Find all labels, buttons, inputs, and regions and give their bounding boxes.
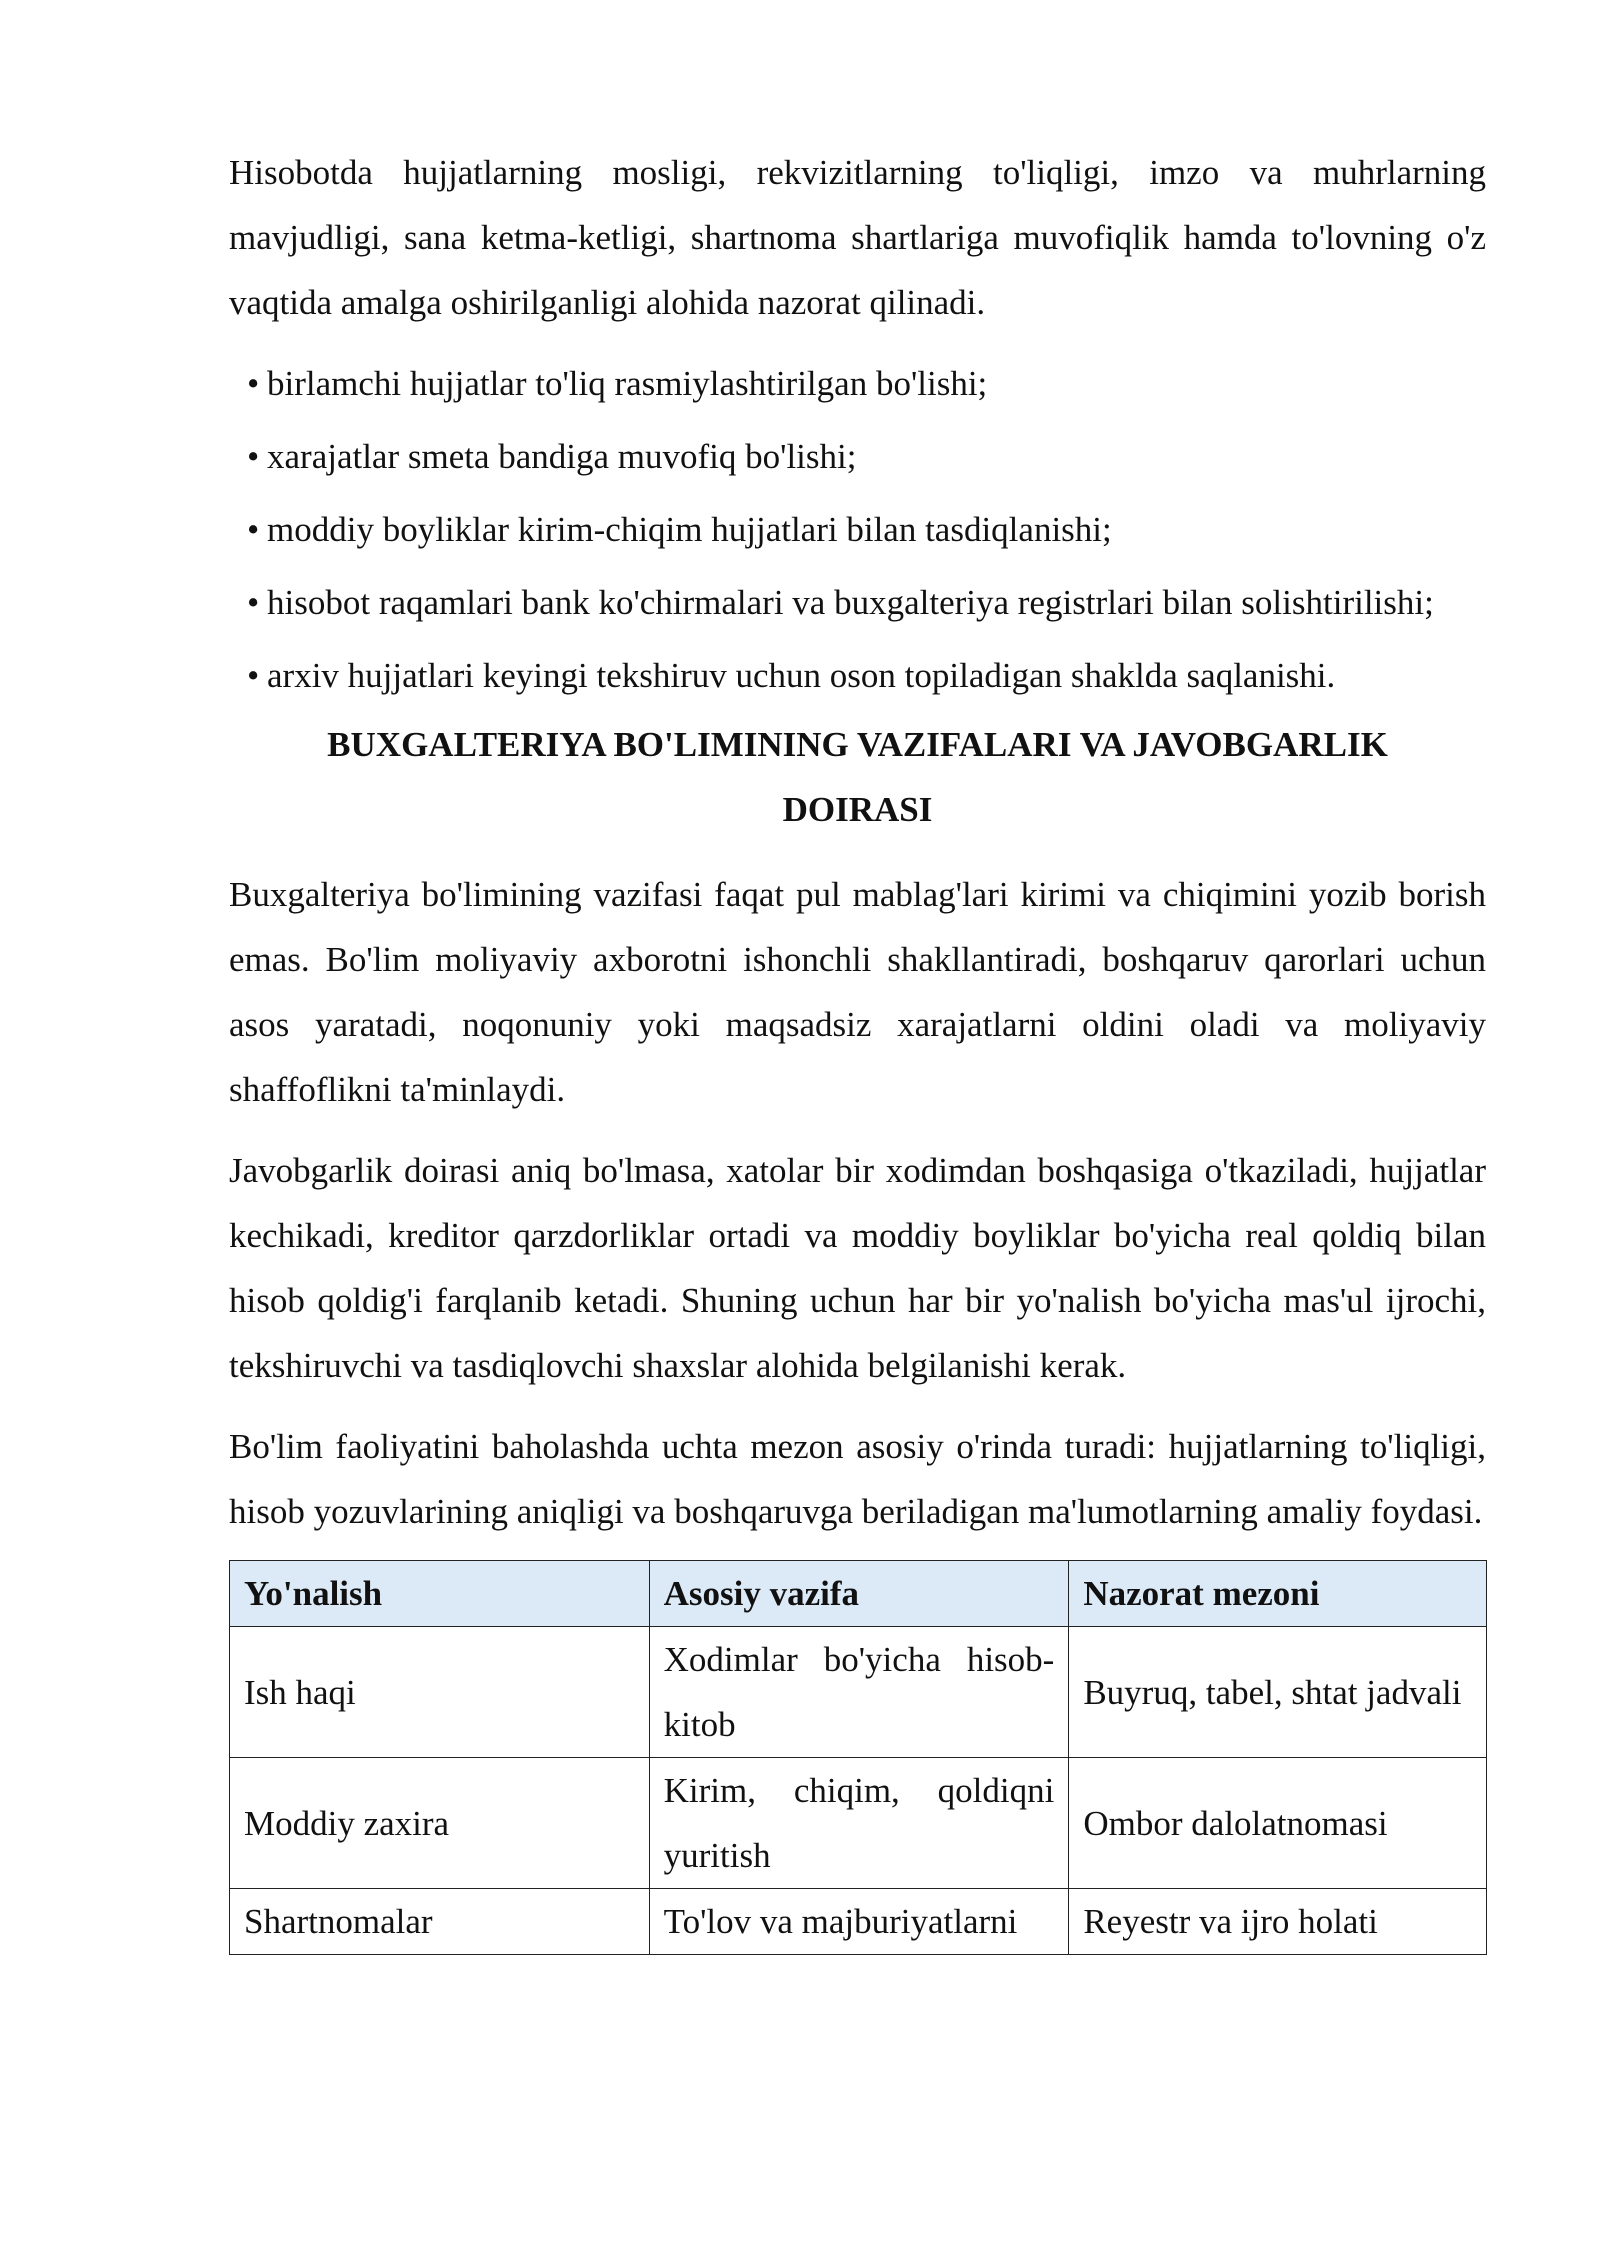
responsibilities-table: [229, 1560, 1487, 1955]
bullet-list: [229, 351, 1486, 708]
bullet-icon: •: [247, 583, 260, 622]
column-header-main-task: Asosiy vazifa: [649, 1561, 1069, 1627]
list-item-text: birlamchi hujjatlar to'liq rasmiylashtirilgan bo'lishi;: [267, 364, 988, 403]
table-cell: Xodimlar bo'yicha hisob-kitob: [649, 1627, 1069, 1758]
body-paragraph: Buxgalteriya bo'limining vazifasi faqat pul mablag'lari kirimi va chiqimini yozib borish emas. Bo'lim moliyaviy axborotni ishonchli shakllantiradi, boshqaruv qarorlari uchun asos yaratadi, noqonuniy yoki maqsadsiz xarajatlarni oldini oladi va moliyaviy shaffoflikni ta'minlaydi.: [229, 875, 1486, 1109]
column-header-control-criterion: Nazorat mezoni: [1069, 1561, 1487, 1627]
table-row: [230, 1889, 1487, 1955]
table-header-row: [230, 1561, 1487, 1627]
column-header-direction: Yo'nalish: [230, 1561, 650, 1627]
table-cell: Ish haqi: [230, 1627, 650, 1758]
bullet-icon: •: [247, 364, 260, 403]
table-row: [230, 1758, 1487, 1889]
table-row: [230, 1627, 1487, 1758]
list-item: [229, 497, 1486, 562]
section-heading: BUXGALTERIYA BO'LIMINING VAZIFALARI VA JAVOBGARLIK DOIRASI: [327, 725, 1388, 829]
bullet-icon: •: [247, 437, 260, 476]
table-cell: Buyruq, tabel, shtat jadvali: [1069, 1627, 1487, 1758]
list-item-text: xarajatlar smeta bandiga muvofiq bo'lishi;: [267, 437, 857, 476]
body-paragraph: Javobgarlik doirasi aniq bo'lmasa, xatolar bir xodimdan boshqasiga o'tkaziladi, hujjatlar kechikadi, kreditor qarzdorliklar ortadi va moddiy boyliklar bo'yicha real qoldiq bilan hisob qoldig'i farqlanib ketadi. Shuning uchun har bir yo'nalish bo'yicha mas'ul ijrochi, tekshiruvchi va tasdiqlovchi shaxslar alohida belgilanishi kerak.: [229, 1151, 1486, 1385]
table-cell: Kirim, chiqim, qoldiqni yuritish: [649, 1758, 1069, 1889]
document-page: [229, 140, 1486, 1955]
table-cell: Shartnomalar: [230, 1889, 650, 1955]
bullet-icon: •: [247, 656, 260, 695]
bullet-icon: •: [247, 510, 260, 549]
list-item-text: arxiv hujjatlari keyingi tekshiruv uchun oson topiladigan shaklda saqlanishi.: [267, 656, 1336, 695]
table-cell: Reyestr va ijro holati: [1069, 1889, 1487, 1955]
table-cell: Ombor dalolatnomasi: [1069, 1758, 1487, 1889]
list-item: [229, 570, 1486, 635]
list-item-text: moddiy boyliklar kirim-chiqim hujjatlari bilan tasdiqlanishi;: [267, 510, 1112, 549]
list-item: [229, 643, 1486, 708]
list-item: [229, 424, 1486, 489]
list-item-text: hisobot raqamlari bank ko'chirmalari va buxgalteriya registrlari bilan solishtirilishi;: [267, 583, 1434, 622]
table-cell: Moddiy zaxira: [230, 1758, 650, 1889]
intro-paragraph: Hisobotda hujjatlarning mosligi, rekvizitlarning to'liqligi, imzo va muhrlarning mavjudligi, sana ketma-ketligi, shartnoma shartlariga muvofiqlik hamda to'lovning o'z vaqtida amalga oshirilganligi alohida nazorat qilinadi.: [229, 153, 1486, 322]
list-item: [229, 351, 1486, 416]
body-paragraph: Bo'lim faoliyatini baholashda uchta mezon asosiy o'rinda turadi: hujjatlarning to'liqligi, hisob yozuvlarining aniqligi va boshqaruvga beriladigan ma'lumotlarning amaliy foydasi.: [229, 1427, 1486, 1531]
table-cell: To'lov va majburiyatlarni: [649, 1889, 1069, 1955]
